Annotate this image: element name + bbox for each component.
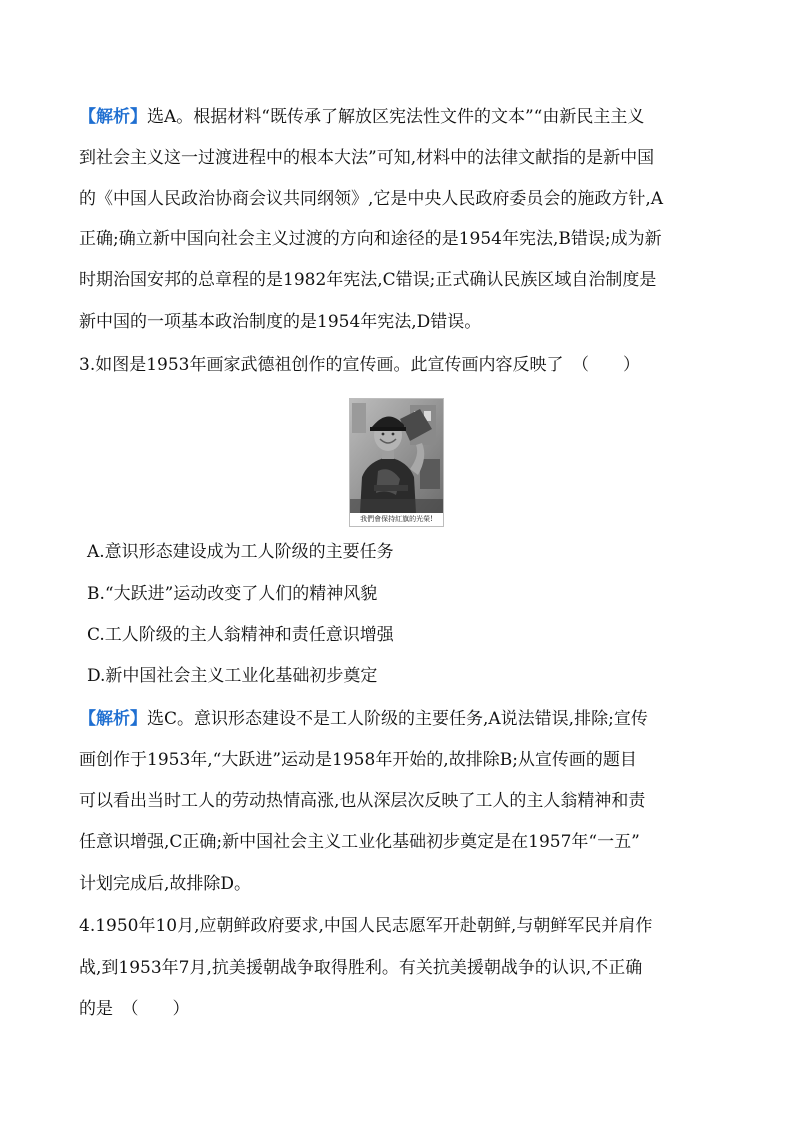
q2-analysis-line-4: 正确;确立新中国向社会主义过渡的方向和途径的是1954年宪法,B错误;成为新 — [79, 229, 662, 249]
q4-stem-line-3: 的是 （ ） — [79, 999, 190, 1019]
q3-analysis-line-2: 画创作于1953年,“大跃进”运动是1958年开始的,故排除B;从宣传画的题目 — [79, 750, 637, 770]
q3-option-d: D.新中国社会主义工业化基础初步奠定 — [87, 666, 378, 686]
q4-stem-line-1: 4.1950年10月,应朝鲜政府要求,中国人民志愿军开赴朝鲜,与朝鲜军民并肩作 — [79, 916, 653, 936]
q3-analysis-line-5: 计划完成后,故排除D。 — [79, 874, 252, 894]
analysis-label: 【解析】 — [79, 709, 147, 729]
q3-analysis-line-1 — [79, 708, 648, 730]
q2-analysis-line-3: 的《中国人民政治协商会议共同纲领》,它是中央人民政府委员会的施政方针,A — [79, 189, 664, 209]
analysis-label: 【解析】 — [79, 107, 147, 127]
q3-stem: 3.如图是1953年画家武德祖创作的宣传画。此宣传画内容反映了 （ ） — [79, 355, 640, 375]
q2-analysis-text-1: 选A。根据材料“既传承了解放区宪法性文件的文本”“由新民主主义 — [147, 107, 645, 127]
poster-caption: 我們會保持紅旗的光榮! — [360, 515, 433, 523]
worker-with-flag-illustration — [350, 399, 443, 513]
q2-analysis-line-1 — [79, 106, 644, 128]
q3-option-b: B.“大跃进”运动改变了人们的精神风貌 — [87, 584, 378, 604]
q3-option-c: C.工人阶级的主人翁精神和责任意识增强 — [87, 625, 394, 645]
q3-analysis-line-3: 可以看出当时工人的劳动热情高涨,也从深层次反映了工人的主人翁精神和责 — [79, 791, 646, 811]
q3-analysis-text-1: 选C。意识形态建设不是工人阶级的主要任务,A说法错误,排除;宣传 — [147, 709, 648, 729]
q2-analysis-line-2: 到社会主义这一过渡进程中的根本大法”可知,材料中的法律文献指的是新中国 — [79, 148, 655, 168]
q4-stem-line-2: 战,到1953年7月,抗美援朝战争取得胜利。有关抗美援朝战争的认识,不正确 — [79, 958, 643, 978]
propaganda-poster-image — [349, 398, 444, 527]
q3-option-a: A.意识形态建设成为工人阶级的主要任务 — [87, 542, 394, 562]
q2-analysis-line-5: 时期治国安邦的总章程的是1982年宪法,C错误;正式确认民族区域自治制度是 — [79, 270, 657, 290]
q2-analysis-line-6: 新中国的一项基本政治制度的是1954年宪法,D错误。 — [79, 312, 482, 332]
q3-analysis-line-4: 任意识增强,C正确;新中国社会主义工业化基础初步奠定是在1957年“一五” — [79, 832, 640, 852]
